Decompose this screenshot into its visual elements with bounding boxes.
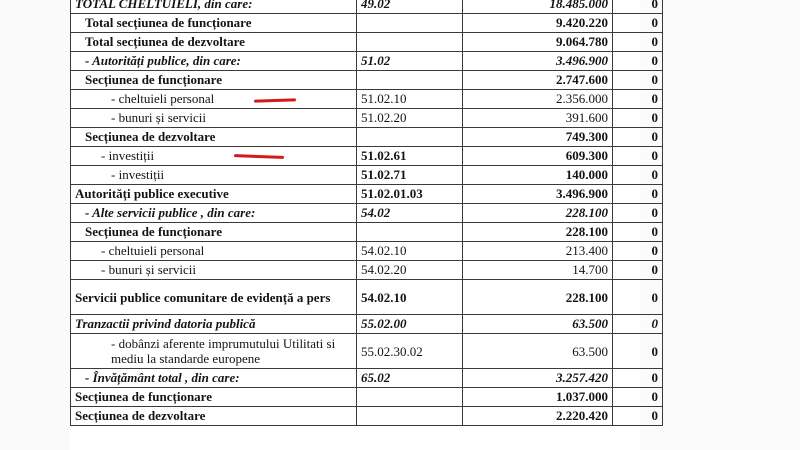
budget-table-body <box>71 0 663 426</box>
row-code: 55.02.30.02 <box>357 334 463 369</box>
row-label: Tranzactii privind datoria publică <box>71 315 357 334</box>
table-row <box>71 315 663 334</box>
row-label: - cheltuieli personal <box>71 242 357 261</box>
row-label: Autorități publice executive <box>71 185 357 204</box>
table-row <box>71 280 663 315</box>
row-code: 54.02 <box>357 204 463 223</box>
table-row <box>71 33 663 52</box>
row-extra: 0 <box>613 369 663 388</box>
row-label: - dobânzi aferente imprumutului Utilitati si mediu la standarde europene <box>71 334 357 369</box>
row-code: 55.02.00 <box>357 315 463 334</box>
row-amount: 2.747.600 <box>463 71 613 90</box>
budget-table <box>70 0 663 426</box>
row-code <box>357 33 463 52</box>
row-amount: 228.100 <box>463 204 613 223</box>
row-code: 51.02.71 <box>357 166 463 185</box>
row-amount: 63.500 <box>463 334 613 369</box>
table-row <box>71 242 663 261</box>
row-amount: 3.257.420 <box>463 369 613 388</box>
table-row <box>71 388 663 407</box>
row-extra: 0 <box>613 204 663 223</box>
row-amount: 63.500 <box>463 315 613 334</box>
row-extra: 0 <box>613 71 663 90</box>
row-amount: 9.420.220 <box>463 14 613 33</box>
row-label: - Învățământ total , din care: <box>71 369 357 388</box>
row-code <box>357 223 463 242</box>
row-extra: 0 <box>613 0 663 14</box>
table-row <box>71 261 663 280</box>
table-row <box>71 90 663 109</box>
row-code <box>357 14 463 33</box>
row-code <box>357 388 463 407</box>
row-code: 51.02.10 <box>357 90 463 109</box>
table-row <box>71 334 663 369</box>
row-amount: 391.600 <box>463 109 613 128</box>
row-label: - bunuri și servicii <box>71 261 357 280</box>
row-extra: 0 <box>613 109 663 128</box>
row-extra: 0 <box>613 315 663 334</box>
table-row <box>71 166 663 185</box>
table-row <box>71 147 663 166</box>
page-left-margin <box>0 0 70 450</box>
row-code: 51.02 <box>357 52 463 71</box>
row-extra: 0 <box>613 166 663 185</box>
row-extra: 0 <box>613 52 663 71</box>
table-row <box>71 71 663 90</box>
page-right-margin <box>640 0 800 450</box>
row-extra: 0 <box>613 14 663 33</box>
row-label: Secțiunea de funcționare <box>71 223 357 242</box>
row-label: Servicii publice comunitare de evidență a pers <box>71 280 357 315</box>
row-extra: 0 <box>613 128 663 147</box>
row-code: 49.02 <box>357 0 463 14</box>
row-label: - Alte servicii publice , din care: <box>71 204 357 223</box>
row-code: 65.02 <box>357 369 463 388</box>
table-row <box>71 128 663 147</box>
row-code <box>357 128 463 147</box>
row-code <box>357 71 463 90</box>
row-code: 51.02.61 <box>357 147 463 166</box>
row-extra: 0 <box>613 261 663 280</box>
row-label: - bunuri și servicii <box>71 109 357 128</box>
table-row <box>71 369 663 388</box>
row-code: 54.02.20 <box>357 261 463 280</box>
row-extra: 0 <box>613 388 663 407</box>
row-extra: 0 <box>613 223 663 242</box>
row-code: 54.02.10 <box>357 242 463 261</box>
row-amount: 18.485.000 <box>463 0 613 14</box>
row-amount: 9.064.780 <box>463 33 613 52</box>
table-row <box>71 407 663 426</box>
row-label: - investiții <box>71 147 357 166</box>
row-label: - cheltuieli personal <box>71 90 357 109</box>
row-extra: 0 <box>613 280 663 315</box>
row-amount: 228.100 <box>463 223 613 242</box>
row-label: Secțiunea de dezvoltare <box>71 407 357 426</box>
row-extra: 0 <box>613 147 663 166</box>
row-label: - Autorități publice, din care: <box>71 52 357 71</box>
table-row <box>71 204 663 223</box>
row-amount: 2.356.000 <box>463 90 613 109</box>
row-amount: 3.496.900 <box>463 52 613 71</box>
row-extra: 0 <box>613 33 663 52</box>
row-amount: 228.100 <box>463 280 613 315</box>
table-row <box>71 223 663 242</box>
row-amount: 1.037.000 <box>463 388 613 407</box>
row-extra: 0 <box>613 185 663 204</box>
row-amount: 609.300 <box>463 147 613 166</box>
row-code: 51.02.20 <box>357 109 463 128</box>
row-amount: 213.400 <box>463 242 613 261</box>
row-label: TOTAL CHELTUIELI, din care: <box>71 0 357 14</box>
row-extra: 0 <box>613 242 663 261</box>
row-code: 54.02.10 <box>357 280 463 315</box>
row-label: Total secțiunea de funcționare <box>71 14 357 33</box>
table-row <box>71 109 663 128</box>
row-amount: 14.700 <box>463 261 613 280</box>
row-code <box>357 407 463 426</box>
row-amount: 140.000 <box>463 166 613 185</box>
row-label: Secțiunea de funcționare <box>71 71 357 90</box>
row-code: 51.02.01.03 <box>357 185 463 204</box>
table-row <box>71 14 663 33</box>
row-amount: 2.220.420 <box>463 407 613 426</box>
row-extra: 0 <box>613 334 663 369</box>
row-amount: 749.300 <box>463 128 613 147</box>
row-label: Secțiunea de funcționare <box>71 388 357 407</box>
table-row <box>71 52 663 71</box>
table-row <box>71 185 663 204</box>
row-label: Secțiunea de dezvoltare <box>71 128 357 147</box>
table-row <box>71 0 663 14</box>
row-extra: 0 <box>613 407 663 426</box>
row-amount: 3.496.900 <box>463 185 613 204</box>
row-extra: 0 <box>613 90 663 109</box>
row-label: - investiții <box>71 166 357 185</box>
row-label: Total secțiunea de dezvoltare <box>71 33 357 52</box>
